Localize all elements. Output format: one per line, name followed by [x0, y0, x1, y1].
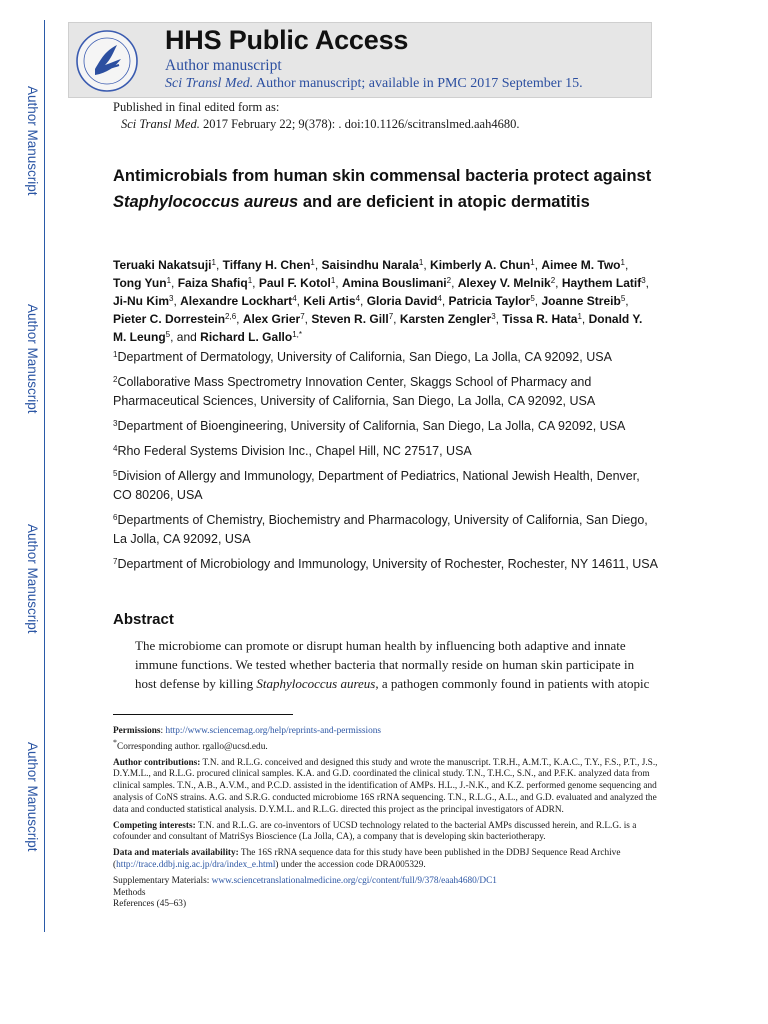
author-affiliation-marker: 1: [577, 312, 582, 321]
references-note: References (45–63): [113, 899, 187, 910]
affiliation-text: Department of Dermatology, University of California, San Diego, La Jolla, CA 92092, USA: [117, 350, 612, 364]
data-link[interactable]: http://trace.ddbj.nig.ac.jp/dra/index_e.html: [116, 859, 276, 870]
affiliation-text: Division of Allergy and Immunology, Department of Pediatrics, National Jewish Health, Denver, CO 80206, USA: [113, 469, 640, 502]
author-name: Aimee M. Two: [541, 258, 621, 272]
supp-label: Supplementary Materials:: [113, 875, 210, 886]
affiliation-item: [113, 417, 658, 436]
author-name: Tiffany H. Chen: [222, 258, 311, 272]
author-affiliation-marker: 3: [641, 276, 646, 285]
author-affiliation-marker: 1: [530, 258, 535, 267]
author-name: Haythem Latif: [561, 276, 642, 290]
footnotes: [113, 726, 658, 911]
author-manuscript-label: Author Manuscript: [25, 86, 40, 196]
affiliation-text: Collaborative Mass Spectrometry Innovation Center, Skaggs School of Pharmacy and Pharmaceutical Sciences, University of California, San Diego, La Jolla, CA 92092, USA: [113, 375, 596, 408]
competing-label: Competing interests:: [113, 820, 196, 831]
data-label: Data and materials availability:: [113, 848, 239, 859]
hhs-seal-icon: [75, 29, 139, 93]
author-name: Pieter C. Dorrestein: [113, 312, 226, 326]
affiliation-number: 6: [113, 513, 118, 522]
abstract-text: [135, 636, 655, 693]
author-manuscript-label: Author Manuscript: [25, 742, 40, 852]
author-affiliation-marker: 3: [169, 294, 174, 303]
footnote-rule: [113, 714, 293, 715]
affiliation-item: [113, 511, 658, 549]
author-name: Amina Bouslimani: [341, 276, 447, 290]
author-name: Paul F. Kotol: [258, 276, 331, 290]
author-manuscript-subtitle: Author manuscript: [165, 57, 282, 74]
contributions-label: Author contributions:: [113, 757, 201, 768]
author-name: Alexandre Lockhart: [180, 294, 293, 308]
competing-text: T.N. and R.L.G. are co-inventors of UCSD technology related to the bacterial AMPs discussed herein, and R.L.G. is a cofounder and consultant of MatriSys Bioscience (La Jolla, CA), a company that is developing skin bacteriotherapy.: [113, 820, 637, 843]
author-name: Joanne Streib: [541, 294, 621, 308]
contributions-text: T.N. and R.L.G. conceived and designed this study and wrote the manuscript. T.R.H., A.M.T., K.A.C., T.Y., F.S., P.T., J.S., D.Y.M.L., and R.L.G. procured clinical samples. K.A. and G.D. coordinated the clinical study. T.N., T.H.C., S.N., and P.F.K. analyzed data from clinical samples. T.N., A.B., A.V.M., and P.C.D. assisted in the identification of AMPs. H.L., J.-N.K., and K.Z. performed genome sequencing and analysis of CoNS strains. A.G. and S.R.G. conducted microbiome 16S rRNA sequencing. T.N., R.L.G., A.L., and G.D. evaluated and analyzed the data and conducted statistical analysis. D.Y.M.L. and R.L.G. directed this project as the principal investigators of ADRN.: [113, 757, 658, 815]
author-affiliation-marker: 7: [300, 312, 305, 321]
margin-rule: [44, 20, 45, 932]
journal-name: Sci Transl Med.: [165, 76, 254, 91]
author-affiliation-marker: 1: [166, 276, 172, 285]
data-availability-note: [113, 848, 658, 872]
author-name: Teruaki Nakatsuji: [113, 258, 212, 272]
corresponding-note: *Corresponding author. rgallo@ucsd.edu.: [113, 737, 268, 752]
author-affiliation-marker: 4: [355, 294, 361, 303]
and-word: and: [176, 330, 197, 344]
author-affiliation-marker: 1: [418, 258, 424, 267]
affiliation-number: 2: [113, 375, 118, 384]
author-affiliation-marker: 1: [310, 258, 315, 267]
corresponding-text: Corresponding author. rgallo@ucsd.edu.: [117, 741, 268, 752]
author-affiliation-marker: 5: [620, 294, 626, 303]
author-affiliation-marker: 2: [550, 276, 556, 285]
data-text: The 16S rRNA sequence data for this study have been published in the DDBJ Sequence Read Archive (: [113, 848, 621, 870]
author-affiliation-marker: 1: [330, 276, 336, 285]
author-list: Teruaki Nakatsuji$^1$, Tiffany H. Chen$^1$, Saisindhu Narala$^1$, Kimberly A. Chun$^1$, Aimee M. Two$^1$, Tong Yun$^1$, Faiza Shafiq$^1$, Paul F. Kotol$^1$, Amina Bouslimani$^2$, Alexey V. Melnik$^2$, Haythem Latif$^3$, Ji-Nu Kim$^3$, Alexandre Lockhart$^4$, Keli Artis$^4$, Gloria David$^4$, Patricia Taylor$^5$, Joanne Streib$^5$, Pieter C. Dorrestein$^{2,6}$, Alex Grier$^7$, Steven R. Gill$^7$, Karsten Zengler$^3$, Tissa R. Hata$^1$, Donald Y. M. Leung$^5$, and Richard L. Gallo$^{1,*}$: [113, 258, 649, 344]
title-text-end: and are deficient in atopic dermatitis: [302, 193, 590, 211]
affiliation-text: Rho Federal Systems Division Inc., Chapel Hill, NC 27517, USA: [117, 444, 472, 458]
author-name: Alexey V. Melnik: [457, 276, 551, 290]
affiliation-number: 1: [113, 350, 118, 359]
competing-note: [113, 821, 658, 845]
availability-text: Author manuscript; available in PMC 2017 September 15.: [256, 76, 583, 91]
affiliation-item: [113, 442, 658, 461]
methods-note: Methods: [113, 887, 146, 898]
author-affiliation-marker: 5: [530, 294, 535, 303]
affiliations: [113, 348, 658, 580]
author-name: Faiza Shafiq: [177, 276, 248, 290]
title-text: Antimicrobials from human skin commensal bacteria protect against: [113, 167, 652, 185]
author-name: Tong Yun: [113, 276, 167, 290]
author-name: Donald Y. M. Leung: [113, 312, 643, 344]
author-affiliation-marker: 5: [165, 330, 171, 339]
author-affiliation-marker: 1: [211, 258, 216, 267]
affiliation-item: [113, 373, 658, 411]
author-manuscript-label: Author Manuscript: [25, 524, 40, 634]
affiliation-text: Departments of Chemistry, Biochemistry and Pharmacology, University of California, San Diego, La Jolla, CA 92092, USA: [113, 513, 648, 546]
author-affiliation-marker: 1: [620, 258, 625, 267]
supplementary-note: [113, 876, 658, 888]
author-affiliation-marker: 7: [388, 312, 394, 321]
affiliation-number: 7: [113, 557, 118, 566]
author-name: Gloria David: [366, 294, 438, 308]
author-affiliation-marker: 2,6: [225, 312, 237, 321]
affiliation-number: 5: [113, 469, 118, 478]
author-name: Alex Grier: [242, 312, 301, 326]
hhs-header: [68, 22, 652, 98]
abstract-species: Staphylococcus aureus: [256, 676, 376, 691]
affiliation-number: 3: [113, 419, 118, 428]
permissions-label: Permissions: [113, 726, 161, 736]
author-name: Karsten Zengler: [399, 312, 492, 326]
author-name: Tissa R. Hata: [502, 312, 578, 326]
supp-link[interactable]: www.sciencetranslationalmedicine.org/cgi/content/full/9/378/eaah4680/DC1: [211, 875, 497, 886]
affiliation-text: Department of Bioengineering, University of California, San Diego, La Jolla, CA 92092, USA: [117, 419, 626, 433]
affiliation-text: Department of Microbiology and Immunology, University of Rochester, Rochester, NY 14611, USA: [117, 557, 658, 571]
author-affiliation-marker: 1,*: [292, 330, 302, 339]
article-title: [113, 163, 653, 215]
author-name: Patricia Taylor: [448, 294, 531, 308]
availability-line: [165, 76, 583, 92]
author-name: Keli Artis: [303, 294, 356, 308]
title-species: Staphylococcus aureus: [113, 193, 299, 211]
author-affiliation-marker: 4: [292, 294, 297, 303]
abstract-heading: Abstract: [113, 611, 174, 628]
affiliation-item: [113, 467, 658, 505]
author-affiliation-marker: 2: [446, 276, 452, 285]
abstract-text-end: , a pathogen commonly found in patients with atopic: [375, 676, 650, 691]
author-name: Saisindhu Narala: [321, 258, 419, 272]
author-manuscript-label: Author Manuscript: [25, 304, 40, 414]
author-name: Kimberly A. Chun: [430, 258, 531, 272]
author-name: Steven R. Gill: [311, 312, 389, 326]
contributions-note: [113, 758, 658, 817]
author-affiliation-marker: 1: [247, 276, 253, 285]
published-note: Published in final edited form as:: [113, 100, 280, 114]
affiliation-item: [113, 348, 658, 367]
author-affiliation-marker: 4: [437, 294, 442, 303]
citation-text: 2017 February 22; 9(378): . doi:10.1126/scitranslmed.aah4680.: [202, 117, 520, 131]
permissions-link[interactable]: http://www.sciencemag.org/help/reprints-and-permissions: [165, 726, 382, 736]
abstract-text-part: The microbiome can promote or disrupt human health by influencing both adaptive and innate immune functions. We tested whether bacteria that normally reside on human skin participate in host defense by killing: [135, 638, 635, 691]
permissions-note: Permissions: http://www.sciencemag.org/help/reprints-and-permissions: [113, 726, 382, 736]
affiliation-number: 4: [113, 444, 118, 453]
author-name: Ji-Nu Kim: [113, 294, 170, 308]
author-name: Richard L. Gallo: [200, 330, 293, 344]
author-affiliation-marker: 3: [491, 312, 496, 321]
published-journal: Sci Transl Med.: [121, 117, 200, 131]
affiliation-item: [113, 555, 658, 574]
data-text-end: ) under the accession code DRA005329.: [275, 859, 426, 870]
published-citation: [121, 117, 519, 132]
hhs-title: HHS Public Access: [165, 25, 409, 55]
